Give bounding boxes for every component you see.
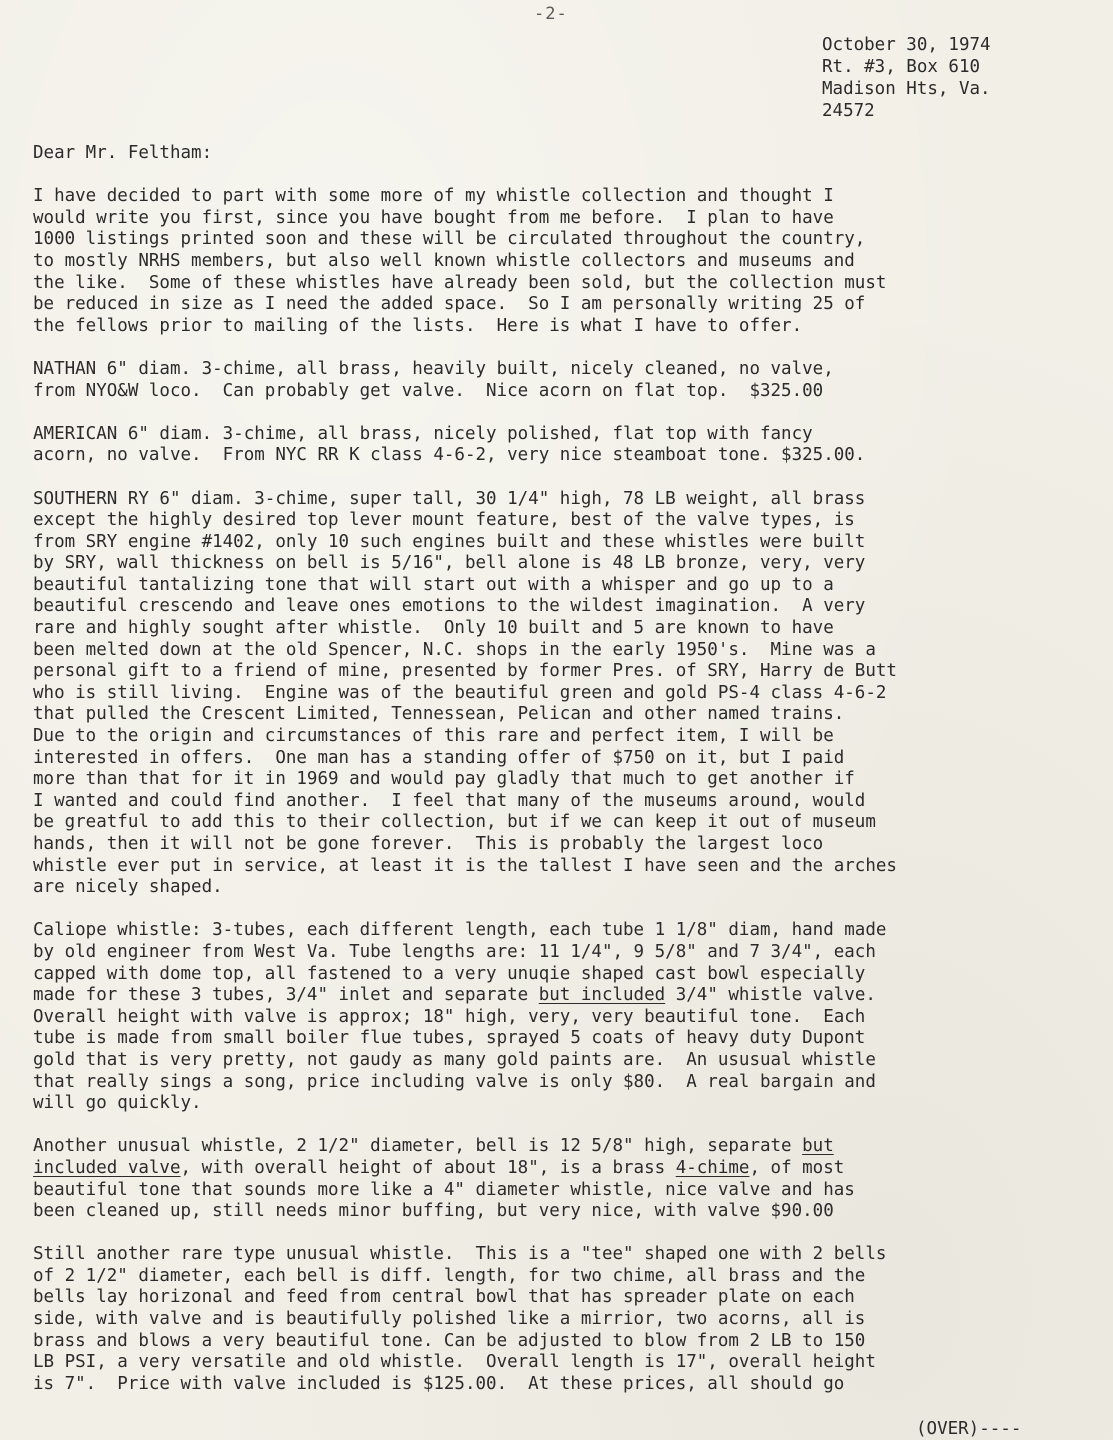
address-line-2: Madison Hts, Va. xyxy=(822,79,991,99)
page-number: -2- xyxy=(534,4,568,24)
letter-date: October 30, 1974 xyxy=(822,35,991,55)
address-zip: 24572 xyxy=(822,101,875,121)
spacer xyxy=(33,1223,1108,1245)
paragraph-caliope-whistle xyxy=(33,920,1108,1114)
spacer xyxy=(33,467,1108,489)
spacer xyxy=(33,165,1108,187)
paragraph-another-whistle xyxy=(33,1136,1108,1222)
spacer xyxy=(33,402,1108,424)
paragraph-southern-whistle: SOUTHERN RY 6" diam. 3-chime, super tall, 30 1/4" high, 78 LB weight, all brass except the highly desired top lever mount feature, best of the valve types, is from SRY engine #1402, only 10 such engines built and these whistles were built by SRY, wall thickness on bell is 5/16", bell alone is 48 LB bronze, very, very beautiful tantalizing tone that will start out with a whisper and go up to a beautiful crescendo and leave ones emotions to the wildest imagination. A very rare and highly sought after whistle. Only 10 built and 5 are known to have been melted down at the old Spencer, N.C. shops in the early 1950's. Mine was a personal gift to a friend of mine, presented by former Pres. of SRY, Harry de Butt who is still living. Engine was of the beautiful green and gold PS-4 class 4-6-2 that pulled the Crescent Limited, Tennessean, Pelican and other named trains. Due to the origin and circumstances of this rare and perfect item, I will be interested in offers. One man has a standing offer of $750 on it, but I paid more than that for it in 1969 and would pay gladly that much to get another if I wanted and could find another. I feel that many of the museums around, would be greatful to add this to their collection, but if we can keep it out of museum hands, then it will not be gone forever. This is probably the largest loco whistle ever put in service, at least it is the tallest I have seen and the arches are nicely shaped. xyxy=(33,488,897,898)
another-text-1: Another unusual whistle, 2 1/2" diameter, bell is 12 5/8" high, separate xyxy=(33,1136,803,1157)
paragraph-intro: I have decided to part with some more of my whistle collection and thought I would write you first, since you have bought from me before. I plan to have 1000 listings printed soon and these will be circulated throughout the country, to mostly NRHS members, but also well known whistle collectors and museums and the like. Some of these whistles have already been sold, but the collection must be reduced in size as I need the added space. So I am personally writing 25 of the fellows prior to mailing of the lists. Here is what I have to offer. xyxy=(33,186,887,336)
another-underlined-text-1: but xyxy=(802,1136,834,1157)
letter-body xyxy=(33,143,1108,1395)
spacer xyxy=(33,1115,1108,1137)
caliope-text-2: 3/4" whistle valve. Overall height with valve is approx; 18" high, very, very beautiful tone. Each tube is made from small boiler flue tubes, sprayed 5 coats of heavy duty Dupont gold that is very pretty, not gaudy as many gold paints are. An ususual whistle that really sings a song, price including valve is only $80. A real bargain and will go quickly. xyxy=(33,985,876,1114)
salutation: Dear Mr. Feltham: xyxy=(33,143,213,163)
another-text-3: , of most beautiful tone that sounds more like a 4" diameter whistle, nice valve and has been cleaned up, still needs minor buffing, but very nice, with valve $90.00 xyxy=(33,1157,855,1222)
paragraph-american-whistle: AMERICAN 6" diam. 3-chime, all brass, nicely polished, flat top with fancy acorn, no valve. From NYC RR K class 4-6-2, very nice steamboat tone. $325.00. xyxy=(33,423,866,466)
address-line-1: Rt. #3, Box 610 xyxy=(822,57,981,77)
paragraph-nathan-whistle: NATHAN 6" diam. 3-chime, all brass, heavily built, nicely cleaned, no valve, from NYO&W loco. Can probably get valve. Nice acorn on flat top. $325.00 xyxy=(33,358,834,401)
another-underlined-text-3: 4-chime xyxy=(675,1157,750,1178)
spacer xyxy=(33,337,1108,359)
paragraph-tee-whistle: Still another rare type unusual whistle. This is a "tee" shaped one with 2 bells of 2 1/2" diameter, each bell is diff. length, for two chime, all brass and the bells lay horizonal and feed from central bowl that has spreader plate on each side, with valve and is beautifully polished like a mirrior, two acorns, all is brass and blows a very beautiful tone. Can be adjusted to blow from 2 LB to 150 LB PSI, a very versatile and old whistle. Overall length is 17", overall height is 7". Price with valve included is $125.00. At these prices, all should go xyxy=(33,1244,887,1394)
caliope-underlined-text: but included xyxy=(538,985,666,1006)
over-note: (OVER)---- xyxy=(916,1419,1022,1439)
spacer xyxy=(33,899,1108,921)
another-text-2: , with overall height of about 18", is a brass xyxy=(180,1157,676,1178)
letter-header xyxy=(822,34,991,122)
another-underlined-text-2: included valve xyxy=(33,1157,181,1178)
caliope-text-1: Caliope whistle: 3-tubes, each different length, each tube 1 1/8" diam, hand made by old engineer from West Va. Tube lengths are: 11 1/4", 9 5/8" and 7 3/4", each capped with dome top, all fastened to a very unuqie shaped cast bowl especially made for these 3 tubes, 3/4" inlet and separate xyxy=(33,920,887,1006)
